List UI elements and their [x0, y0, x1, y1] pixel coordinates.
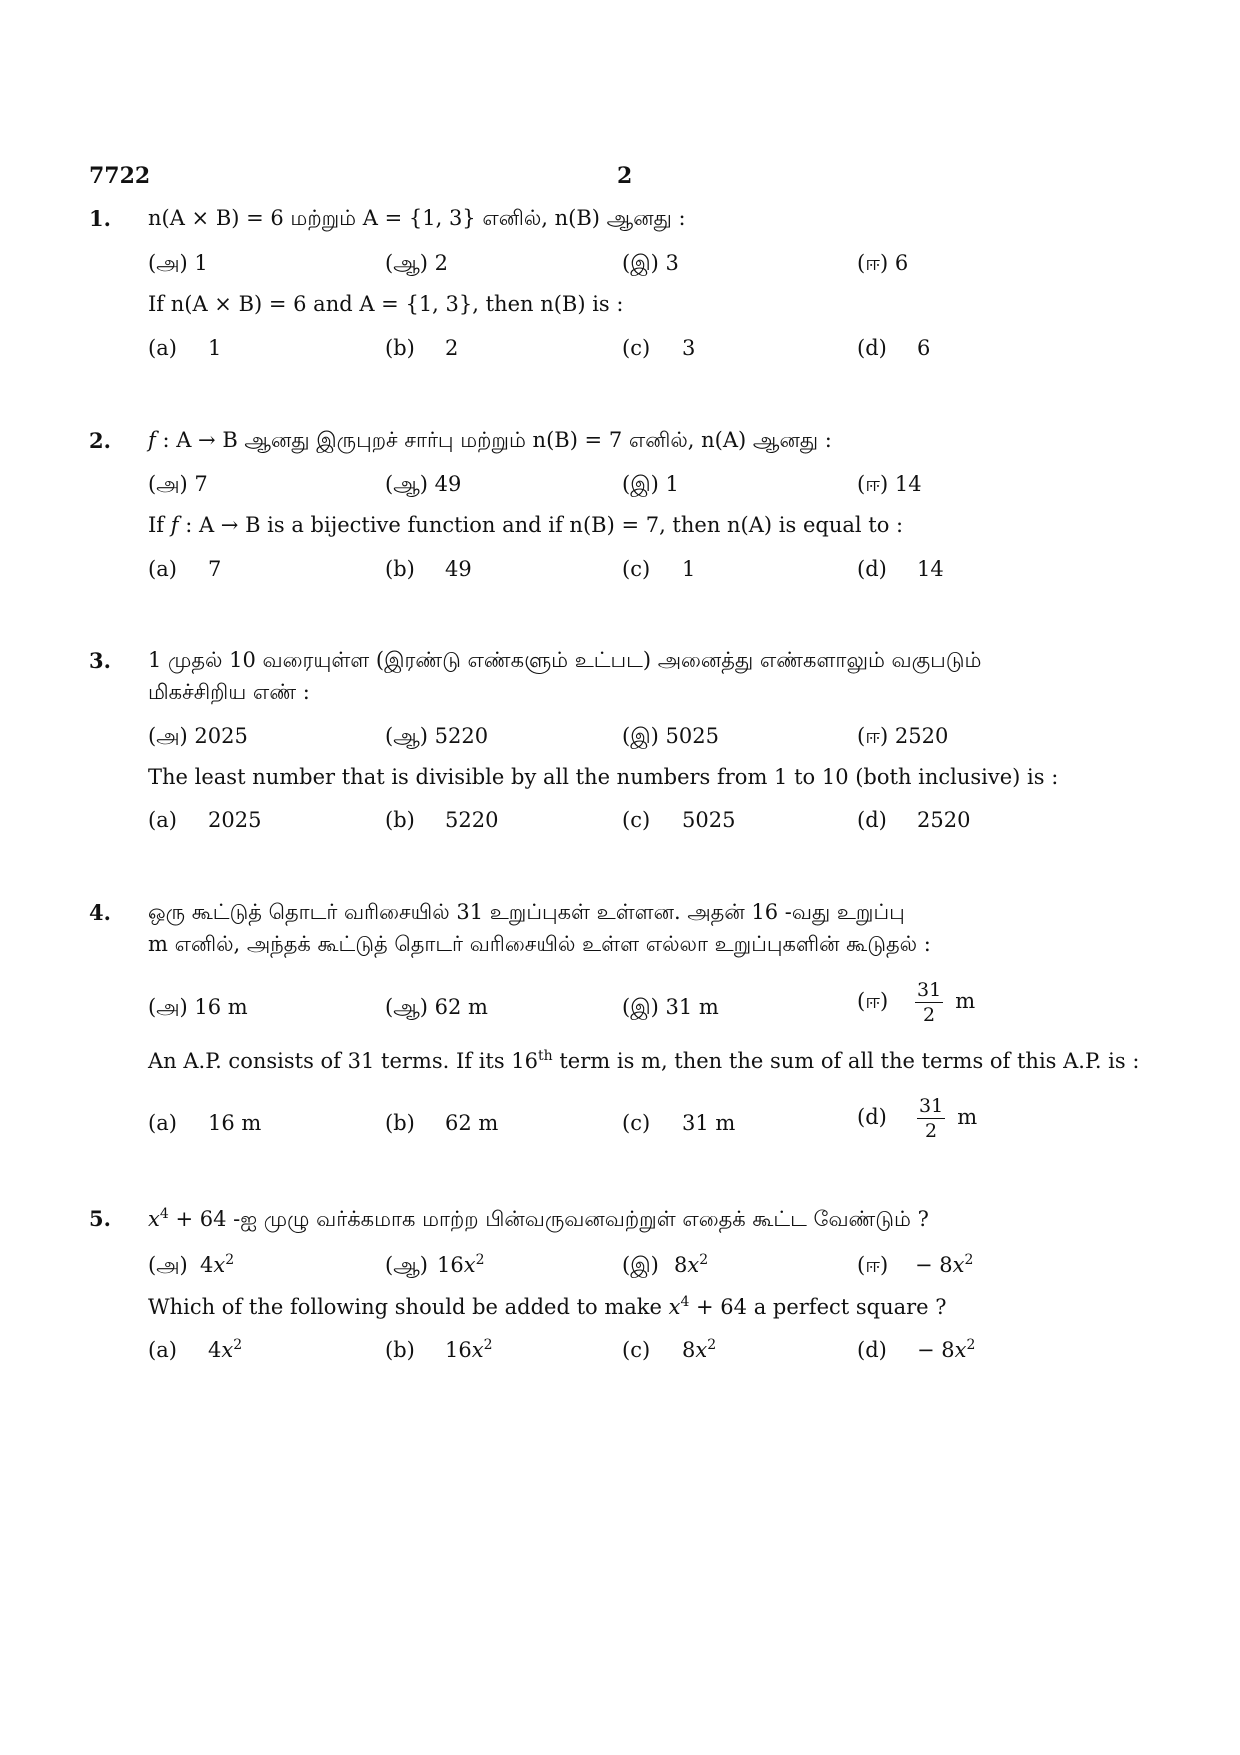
option-label: (ஈ)	[857, 989, 889, 1013]
exponent: 2	[483, 1337, 493, 1353]
coefficient: 16	[437, 1253, 464, 1277]
option-tamil-1: (அ) 1	[148, 251, 208, 275]
question-text-rest: : A → B ஆனது இருபுறச் சார்பு மற்றும் n(B) = 7 எனில், n(A) ஆனது :	[155, 428, 832, 452]
variable-x: x	[471, 1338, 484, 1362]
option-tamil-2: (ஆ) 49	[385, 472, 462, 496]
option-value: 7	[208, 557, 222, 581]
option-label: (d)	[857, 336, 887, 360]
question-number: 2.	[89, 428, 111, 453]
question-number: 3.	[89, 648, 111, 673]
option-label: (b)	[385, 808, 415, 832]
question-text-tamil	[148, 428, 1138, 455]
question-text-tamil	[148, 1206, 1138, 1234]
option-unit: m	[957, 1105, 978, 1129]
question-text-english	[148, 1294, 1138, 1319]
exponent: 2	[233, 1337, 243, 1353]
exponent: 2	[475, 1252, 485, 1268]
option-label: (d)	[857, 1105, 887, 1129]
english-part-a: Which of the following should be added to make	[148, 1295, 669, 1319]
coefficient: 8	[674, 1253, 688, 1277]
option-tamil-2	[385, 1252, 485, 1280]
question-text-tamil-line1: 1 முதல் 10 வரையுள்ள (இரண்டு எண்களும் உட்பட) அனைத்து எண்களாலும் வகுபடும்	[148, 648, 982, 672]
coefficient: − 8	[915, 1253, 953, 1277]
option-value: 62 m	[445, 1111, 499, 1135]
exponent: 2	[964, 1252, 974, 1268]
option-d	[857, 1094, 977, 1143]
option-label: (c)	[622, 1338, 651, 1362]
option-value: 1	[208, 336, 222, 360]
option-label: (அ)	[148, 1253, 188, 1277]
fraction-denominator: 2	[925, 1120, 938, 1142]
option-value: 31 m	[682, 1111, 736, 1135]
option-value: 5025	[682, 808, 736, 832]
function-symbol: f	[148, 428, 156, 452]
option-label: (இ)	[622, 1253, 659, 1277]
question-text-tamil-line2: மிகச்சிறிய எண் :	[148, 680, 310, 704]
option-a	[148, 336, 221, 360]
option-label: (a)	[148, 808, 177, 832]
variable-x: x	[221, 1338, 234, 1362]
option-value: 3	[682, 336, 696, 360]
option-value: 1	[682, 557, 696, 581]
fraction-numerator: 31	[919, 1095, 944, 1117]
variable-x: x	[213, 1253, 226, 1277]
option-label: (d)	[857, 808, 887, 832]
option-label: (d)	[857, 557, 887, 581]
option-tamil-1: (அ) 2025	[148, 724, 248, 748]
question-text-english	[148, 1048, 1138, 1073]
option-label: (ஈ)	[857, 1253, 889, 1277]
option-tamil-3: (இ) 3	[622, 251, 679, 275]
option-label: (ஆ)	[385, 1253, 428, 1277]
option-label: (c)	[622, 557, 651, 581]
option-label: (a)	[148, 1338, 177, 1362]
fraction-denominator: 2	[923, 1004, 936, 1026]
option-tamil-4: (ஈ) 6	[857, 251, 909, 275]
exponent: 2	[699, 1252, 709, 1268]
exponent: 4	[159, 1206, 169, 1222]
option-b	[385, 557, 472, 581]
option-label: (b)	[385, 1111, 415, 1135]
option-label: (b)	[385, 1338, 415, 1362]
option-tamil-4: (ஈ) 2520	[857, 724, 949, 748]
fraction	[917, 1094, 945, 1143]
option-tamil-2: (ஆ) 5220	[385, 724, 489, 748]
variable-x: x	[463, 1253, 476, 1277]
question-text-tamil: n(A × B) = 6 மற்றும் A = {1, 3} எனில், n(B) ஆனது :	[148, 206, 686, 230]
option-d	[857, 808, 970, 832]
option-tamil-4: (ஈ) 14	[857, 472, 922, 496]
option-b	[385, 808, 498, 832]
fraction-numerator: 31	[917, 979, 942, 1001]
option-b	[385, 336, 458, 360]
question-number: 4.	[89, 900, 111, 925]
option-d	[857, 1337, 975, 1362]
option-d	[857, 336, 930, 360]
option-a	[148, 1111, 261, 1135]
option-label: (b)	[385, 557, 415, 581]
exponent: 2	[707, 1337, 717, 1353]
option-label: (c)	[622, 1111, 651, 1135]
english-part-b: + 64 a perfect square ?	[689, 1295, 947, 1319]
option-tamil-1	[148, 1252, 234, 1280]
option-value: 2025	[208, 808, 262, 832]
option-a	[148, 557, 221, 581]
option-tamil-3: (இ) 1	[622, 472, 679, 496]
coefficient: 16	[445, 1338, 472, 1362]
question-text-rest: + 64 -ஐ முழு வர்க்கமாக மாற்ற பின்வருவனவற்றுள் எதைக் கூட்ட வேண்டும் ?	[168, 1207, 929, 1231]
option-label: (d)	[857, 1338, 887, 1362]
coefficient: 8	[682, 1338, 696, 1362]
paper-code: 7722	[89, 163, 151, 189]
option-c	[622, 1337, 716, 1362]
option-label: (a)	[148, 557, 177, 581]
question-number: 1.	[89, 206, 111, 231]
option-label: (c)	[622, 336, 651, 360]
option-tamil-1: (அ) 7	[148, 472, 208, 496]
question-text-english: The least number that is divisible by all the numbers from 1 to 10 (both inclusive) is :	[148, 765, 1059, 789]
option-value: 2520	[917, 808, 971, 832]
option-tamil-2: (ஆ) 62 m	[385, 995, 488, 1019]
option-unit: m	[955, 989, 976, 1013]
option-c	[622, 557, 695, 581]
question-number: 5.	[89, 1206, 111, 1231]
exponent: 2	[225, 1252, 235, 1268]
question-text-tamil-line1: ஒரு கூட்டுத் தொடர் வரிசையில் 31 உறுப்புகள் உள்ளன. அதன் 16 -வது உறுப்பு	[148, 900, 905, 924]
variable-x: x	[695, 1338, 708, 1362]
ordinal-suffix: th	[538, 1048, 553, 1064]
option-c	[622, 1111, 735, 1135]
option-b	[385, 1337, 493, 1362]
variable-x: x	[668, 1295, 681, 1319]
option-label: (b)	[385, 336, 415, 360]
option-label: (a)	[148, 336, 177, 360]
option-a	[148, 1337, 242, 1362]
option-label: (a)	[148, 1111, 177, 1135]
variable-x: x	[148, 1207, 160, 1231]
option-tamil-1: (அ) 16 m	[148, 995, 248, 1019]
option-tamil-2: (ஆ) 2	[385, 251, 448, 275]
coefficient: 4	[208, 1338, 222, 1362]
coefficient: 4	[200, 1253, 214, 1277]
question-text-english	[148, 513, 1138, 537]
variable-x: x	[952, 1253, 965, 1277]
option-label: (c)	[622, 808, 651, 832]
option-tamil-3: (இ) 5025	[622, 724, 719, 748]
option-b	[385, 1111, 498, 1135]
english-part-a: An A.P. consists of 31 terms. If its 16	[148, 1049, 539, 1073]
page-number: 2	[617, 163, 633, 189]
variable-x: x	[687, 1253, 700, 1277]
option-value: 14	[917, 557, 944, 581]
english-rest: : A → B is a bijective function and if n(B) = 7, then n(A) is equal to :	[178, 513, 904, 537]
question-text-tamil-line2: m எனில், அந்தக் கூட்டுத் தொடர் வரிசையில் உள்ள எல்லா உறுப்புகளின் கூடுதல் :	[148, 932, 931, 956]
variable-x: x	[954, 1338, 967, 1362]
fraction	[915, 978, 943, 1027]
option-tamil-4	[857, 1252, 973, 1280]
function-symbol: f	[170, 513, 179, 537]
option-value: 6	[917, 336, 931, 360]
option-tamil-3	[622, 1252, 708, 1280]
option-value: 49	[445, 557, 472, 581]
option-a	[148, 808, 261, 832]
option-c	[622, 808, 735, 832]
question-text-english: If n(A × B) = 6 and A = {1, 3}, then n(B) is :	[148, 292, 624, 316]
option-tamil-4	[857, 978, 975, 1027]
option-value: 16 m	[208, 1111, 262, 1135]
exponent: 2	[966, 1337, 976, 1353]
english-prefix: If	[148, 513, 171, 537]
option-value: 5220	[445, 808, 499, 832]
option-value: 2	[445, 336, 459, 360]
exponent: 4	[680, 1294, 690, 1310]
english-part-b: term is m, then the sum of all the terms of this A.P. is :	[552, 1049, 1140, 1073]
coefficient: − 8	[917, 1338, 955, 1362]
option-d	[857, 557, 944, 581]
option-c	[622, 336, 695, 360]
option-tamil-3: (இ) 31 m	[622, 995, 719, 1019]
